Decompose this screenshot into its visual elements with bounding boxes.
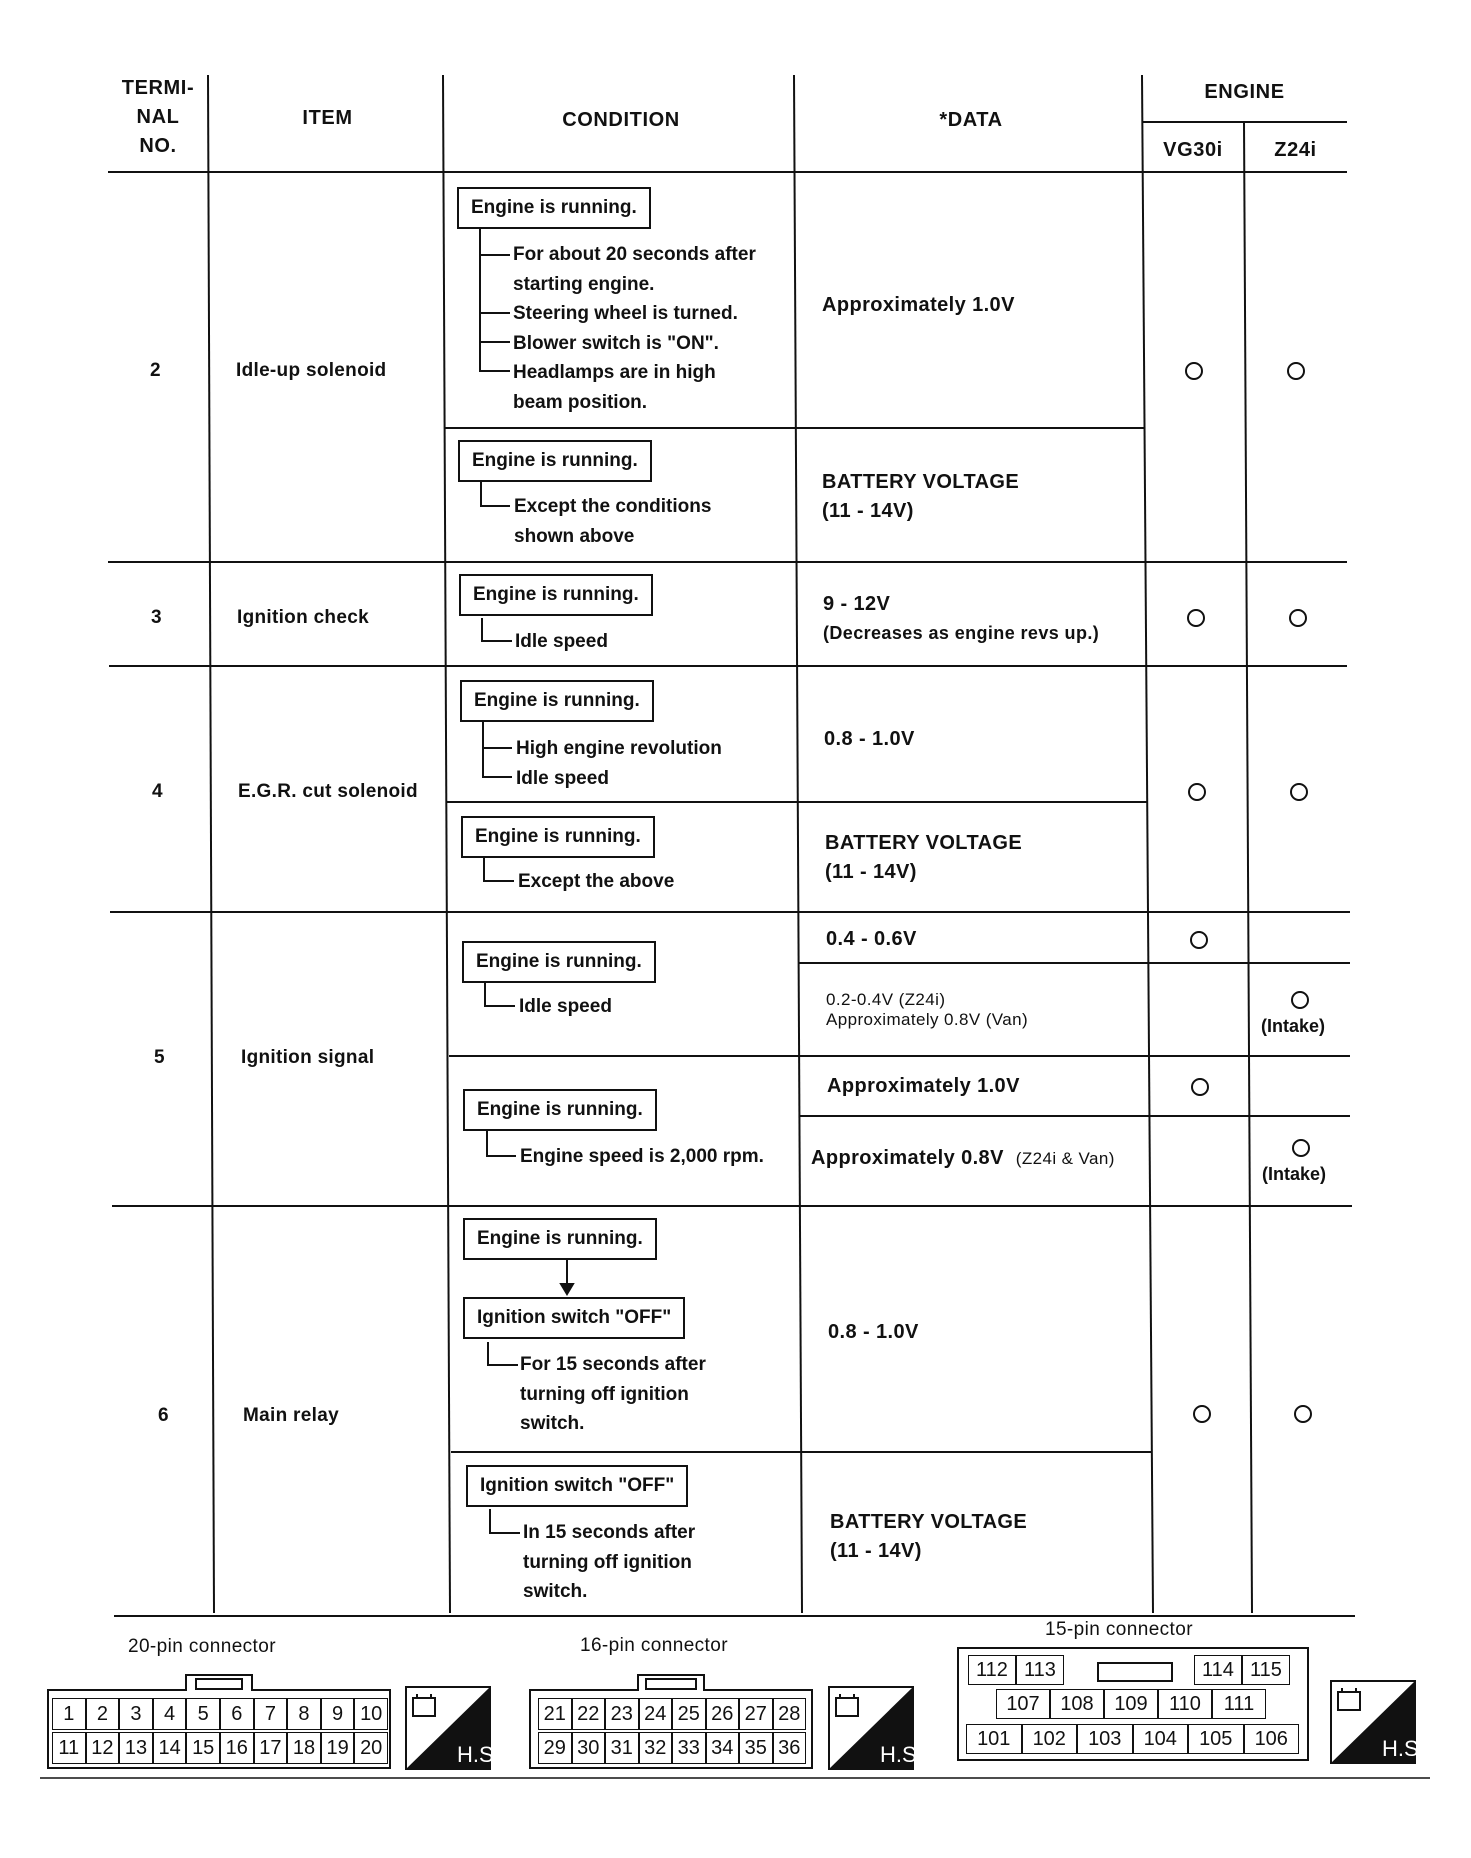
- condition-lines: In 15 seconds after turning off ignition switch.: [523, 1522, 696, 1602]
- connector-pin: 5: [186, 1698, 220, 1730]
- data-value: 9 - 12V (Decreases as engine revs up.): [823, 593, 1100, 643]
- connector-20pin-label: 20-pin connector: [128, 1636, 276, 1657]
- connector-pin: 106: [1244, 1724, 1300, 1754]
- item-idle-up-solenoid: Idle-up solenoid: [236, 360, 387, 381]
- data-value: Approximately 1.0V: [822, 294, 1015, 316]
- condition-lines: Except the conditions shown above: [514, 496, 712, 547]
- hs-text: H.S.: [457, 1742, 500, 1767]
- connector-pin: 6: [220, 1698, 254, 1730]
- connector-pin: 10: [354, 1698, 388, 1730]
- connector-pin: 113: [1016, 1655, 1064, 1685]
- condition-lines: High engine revolution Idle speed: [516, 738, 722, 789]
- connector-pin: 110: [1158, 1689, 1212, 1719]
- data-value: BATTERY VOLTAGE (11 - 14V): [830, 1511, 1028, 1562]
- connector-pin: 17: [254, 1732, 288, 1764]
- connector-pin: 33: [672, 1732, 706, 1764]
- connector-pin: 35: [739, 1732, 773, 1764]
- condition-box: Engine is running.: [458, 440, 652, 482]
- connector-pin: 101: [966, 1724, 1022, 1754]
- header-engine-vg30i: VG30i: [1163, 139, 1223, 161]
- connector-pin: 114: [1194, 1655, 1242, 1685]
- header-terminal-no: TERMI- NAL NO.: [121, 77, 195, 157]
- connector-pin: 7: [254, 1698, 288, 1730]
- connector-pin: 29: [538, 1732, 572, 1764]
- condition-lines: Except the above: [518, 871, 675, 892]
- data-value: Approximately 1.0V: [827, 1075, 1020, 1097]
- condition-box: Engine is running.: [460, 680, 654, 722]
- connector-pin: 25: [672, 1698, 706, 1730]
- connector-pin: 102: [1022, 1724, 1078, 1754]
- harness-side-icon: [405, 1686, 500, 1770]
- condition-box: Engine is running.: [463, 1218, 657, 1260]
- terminal-6: 6: [158, 1405, 169, 1426]
- connector-pin: 34: [706, 1732, 740, 1764]
- header-condition: CONDITION: [562, 109, 680, 131]
- intake-note: (Intake): [1261, 1016, 1326, 1036]
- connector-pin: 14: [153, 1732, 187, 1764]
- connector-pin: 21: [538, 1698, 572, 1730]
- connector-pin: 12: [86, 1732, 120, 1764]
- connector-pin: 19: [321, 1732, 355, 1764]
- connector-16pin-label: 16-pin connector: [580, 1635, 728, 1656]
- connector-pin: 11: [52, 1732, 86, 1764]
- connector-pin: 26: [706, 1698, 740, 1730]
- connector-15pin-label: 15-pin connector: [1045, 1619, 1193, 1640]
- condition-box: Engine is running.: [462, 941, 656, 983]
- connector-pin: 30: [572, 1732, 606, 1764]
- condition-lines: For 15 seconds after turning off ignition switch.: [520, 1354, 706, 1434]
- connector-pin: 36: [773, 1732, 807, 1764]
- connector-pin: 103: [1077, 1724, 1133, 1754]
- connector-pin: 2: [86, 1698, 120, 1730]
- connector-pin: 13: [119, 1732, 153, 1764]
- connector-pin: 27: [739, 1698, 773, 1730]
- header-data: *DATA: [939, 109, 1003, 131]
- data-value: BATTERY VOLTAGE (11 - 14V): [822, 471, 1020, 522]
- connector-pin: 4: [153, 1698, 187, 1730]
- data-value: 0.8 - 1.0V: [828, 1321, 919, 1343]
- terminal-5: 5: [154, 1047, 165, 1068]
- connector-pin: 115: [1242, 1655, 1290, 1685]
- item-ignition-check: Ignition check: [237, 607, 369, 628]
- connector-pin: 32: [639, 1732, 673, 1764]
- condition-box: Engine is running.: [457, 187, 651, 229]
- terminal-4: 4: [152, 781, 163, 802]
- data-value: 0.8 - 1.0V: [824, 728, 915, 750]
- connector-pin: 15: [186, 1732, 220, 1764]
- header-engine-z24i: Z24i: [1274, 139, 1317, 161]
- connector-pin: 16: [220, 1732, 254, 1764]
- hs-text: H.S.: [880, 1742, 923, 1767]
- connector-pin: 111: [1212, 1689, 1266, 1719]
- connector-pin: 31: [605, 1732, 639, 1764]
- connector-pin: 105: [1188, 1724, 1244, 1754]
- terminal-3: 3: [151, 607, 162, 628]
- data-value: Approximately 0.8V (Z24i & Van): [811, 1147, 1115, 1169]
- condition-box: Ignition switch "OFF": [466, 1465, 688, 1507]
- condition-box: Engine is running.: [463, 1089, 657, 1131]
- data-value: 0.4 - 0.6V: [826, 928, 917, 950]
- connector-pin: 109: [1104, 1689, 1158, 1719]
- terminal-2: 2: [150, 360, 161, 381]
- hs-text: H.S.: [1382, 1736, 1425, 1761]
- condition-lines: Engine speed is 2,000 rpm.: [520, 1146, 764, 1167]
- connector-pin: 104: [1133, 1724, 1189, 1754]
- condition-lines: For about 20 seconds after starting engine. Steering wheel is turned. Blower switch is "ON". Headlamps are in high beam position.: [513, 244, 756, 413]
- item-ignition-signal: Ignition signal: [241, 1047, 375, 1068]
- connector-pin: 107: [996, 1689, 1050, 1719]
- header-engine: ENGINE: [1204, 81, 1285, 103]
- connector-pin: 9: [321, 1698, 355, 1730]
- connector-pin: 24: [639, 1698, 673, 1730]
- harness-side-icon: [1330, 1680, 1425, 1764]
- connector-pin: 112: [968, 1655, 1016, 1685]
- condition-box: Engine is running.: [459, 574, 653, 616]
- connector-pin: 3: [119, 1698, 153, 1730]
- item-main-relay: Main relay: [243, 1405, 339, 1426]
- header-item: ITEM: [302, 107, 353, 129]
- item-egr-cut-solenoid: E.G.R. cut solenoid: [238, 781, 418, 802]
- condition-lines: Idle speed: [515, 631, 608, 652]
- connector-pin: 108: [1050, 1689, 1104, 1719]
- data-value: 0.2-0.4V (Z24i) Approximately 0.8V (Van): [826, 990, 1029, 1029]
- intake-note: (Intake): [1262, 1164, 1327, 1184]
- harness-side-icon: [828, 1686, 923, 1770]
- condition-box: Engine is running.: [461, 816, 655, 858]
- connector-pin: 18: [287, 1732, 321, 1764]
- connector-pin: 23: [605, 1698, 639, 1730]
- data-value: BATTERY VOLTAGE (11 - 14V): [825, 832, 1023, 883]
- connector-pin: 28: [773, 1698, 807, 1730]
- connector-pin: 22: [572, 1698, 606, 1730]
- condition-box: Ignition switch "OFF": [463, 1297, 685, 1339]
- connector-pin: 20: [354, 1732, 388, 1764]
- connector-pin: 1: [52, 1698, 86, 1730]
- condition-lines: Idle speed: [519, 996, 612, 1017]
- connector-pin: 8: [287, 1698, 321, 1730]
